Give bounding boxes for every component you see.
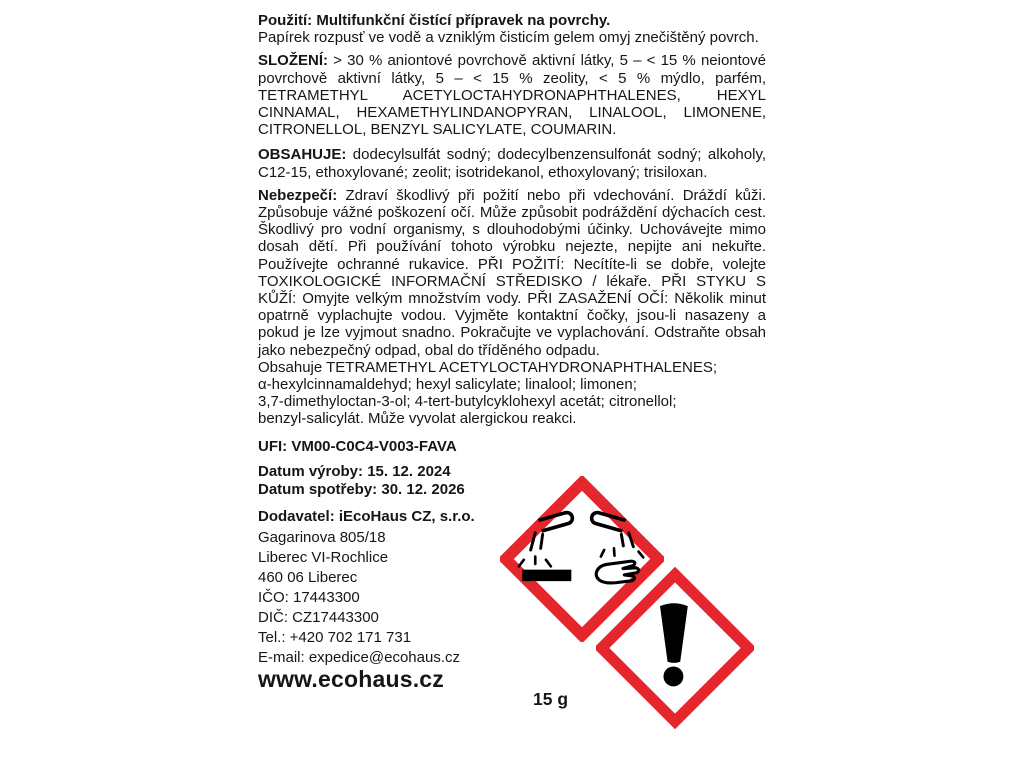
contains-label: OBSAHUJE: (258, 146, 347, 164)
section-allergens (258, 359, 766, 428)
expiry-date: Datum spotřeby: 30. 12. 2026 (258, 481, 465, 499)
contains-body: dodecylsulfát sodný; dodecylbenzensulfonát sodný; alkoholy, C12-15, ethoxylované; zeolit; isotridekanol, ethoxylovaný; trisiloxan. (258, 146, 766, 181)
address-line-city: 460 06 Liberec (258, 569, 358, 587)
ghs07-exclamation-icon (596, 566, 754, 730)
production-date: Datum výroby: 15. 12. 2024 (258, 462, 451, 480)
ufi-code: UFI: VM00-C0C4-V003-FAVA (258, 437, 457, 455)
net-weight: 15 g (533, 689, 569, 709)
vat-id: DIČ: CZ17443300 (258, 609, 379, 627)
allergen-line: α-hexylcinnamaldehyd; hexyl salicylate; linalool; limonen; (258, 376, 637, 394)
composition-body: > 30 % aniontové povrchově aktivní látky, 5 – < 15 % neiontové povrchově aktivní látky, 5 – < 15 % zeolity, < 5 % mýdlo, parfém, TETRAMETHYL ACETYLOCTAHYDRONAPHTHALENES, HEXYL CINNAMAL, HEXAMETHYLINDANOPYRAN, LINALOOL, LIMONENE, CITRONELLOL, BENZYL SALICYLATE, COUMARIN. (258, 52, 766, 139)
allergen-line: benzyl-salicylát. Může vyvolat alergickou reakci. (258, 410, 577, 428)
section-usage (258, 12, 766, 46)
email-address: E-mail: expedice@ecohaus.cz (258, 649, 460, 667)
usage-title: Použití: Multifunkční čistící přípravek na povrchy. (258, 12, 611, 29)
phone-number: Tel.: +420 702 171 731 (258, 629, 412, 647)
section-contains (258, 146, 766, 180)
usage-body: Papírek rozpusť ve vodě a vzniklým čisticím gelem omyj znečištěný povrch. (258, 29, 759, 47)
danger-label: Nebezpečí: (258, 186, 338, 204)
address-line-district: Liberec VI-Rochlice (258, 549, 389, 567)
allergen-line: Obsahuje TETRAMETHYL ACETYLOCTAHYDRONAPHTHALENES; (258, 358, 718, 376)
company-id: IČO: 17443300 (258, 589, 360, 607)
composition-label: SLOŽENÍ: (258, 52, 328, 70)
danger-body: Zdraví škodlivý při požití nebo při vdechování. Dráždí kůži. Způsobuje vážné poškození očí. Může způsobit podráždění dýchacích cest. Škodlivý pro vodní organismy, s dlouhodobými účinky. Uchovávejte mimo dosah dětí. Při používání tohoto výrobku nejezte, nepijte ani nekuřte. Používejte ochranné rukavice. PŘI POŽITÍ: Necítíte-li se dobře, volejte TOXIKOLOGICKÉ INFORMAČNÍ STŘEDISKO / lékaře. PŘI STYKU S KŮŽÍ: Omyjte velkým množstvím vody. PŘI ZASAŽENÍ OČÍ: Několik minut opatrně vyplachujte vodou. Vyjměte kontaktní čočky, jsou-li nasazeny a pokud je lze vyjmout snadno. Pokračujte ve vyplachování. Odstraňte obsah jako nebezpečný odpad, obal do tříděného odpadu. (258, 186, 767, 359)
allergen-line: 3,7-dimethyloctan-3-ol; 4-tert-butylcyklohexyl acetát; citronellol; (258, 393, 677, 411)
section-composition (258, 52, 766, 138)
section-danger (258, 187, 766, 359)
website-url: www.ecohaus.cz (258, 666, 445, 693)
supplier-name: Dodavatel: iEcoHaus CZ, s.r.o. (258, 507, 475, 525)
address-line-street: Gagarinova 805/18 (258, 529, 386, 547)
